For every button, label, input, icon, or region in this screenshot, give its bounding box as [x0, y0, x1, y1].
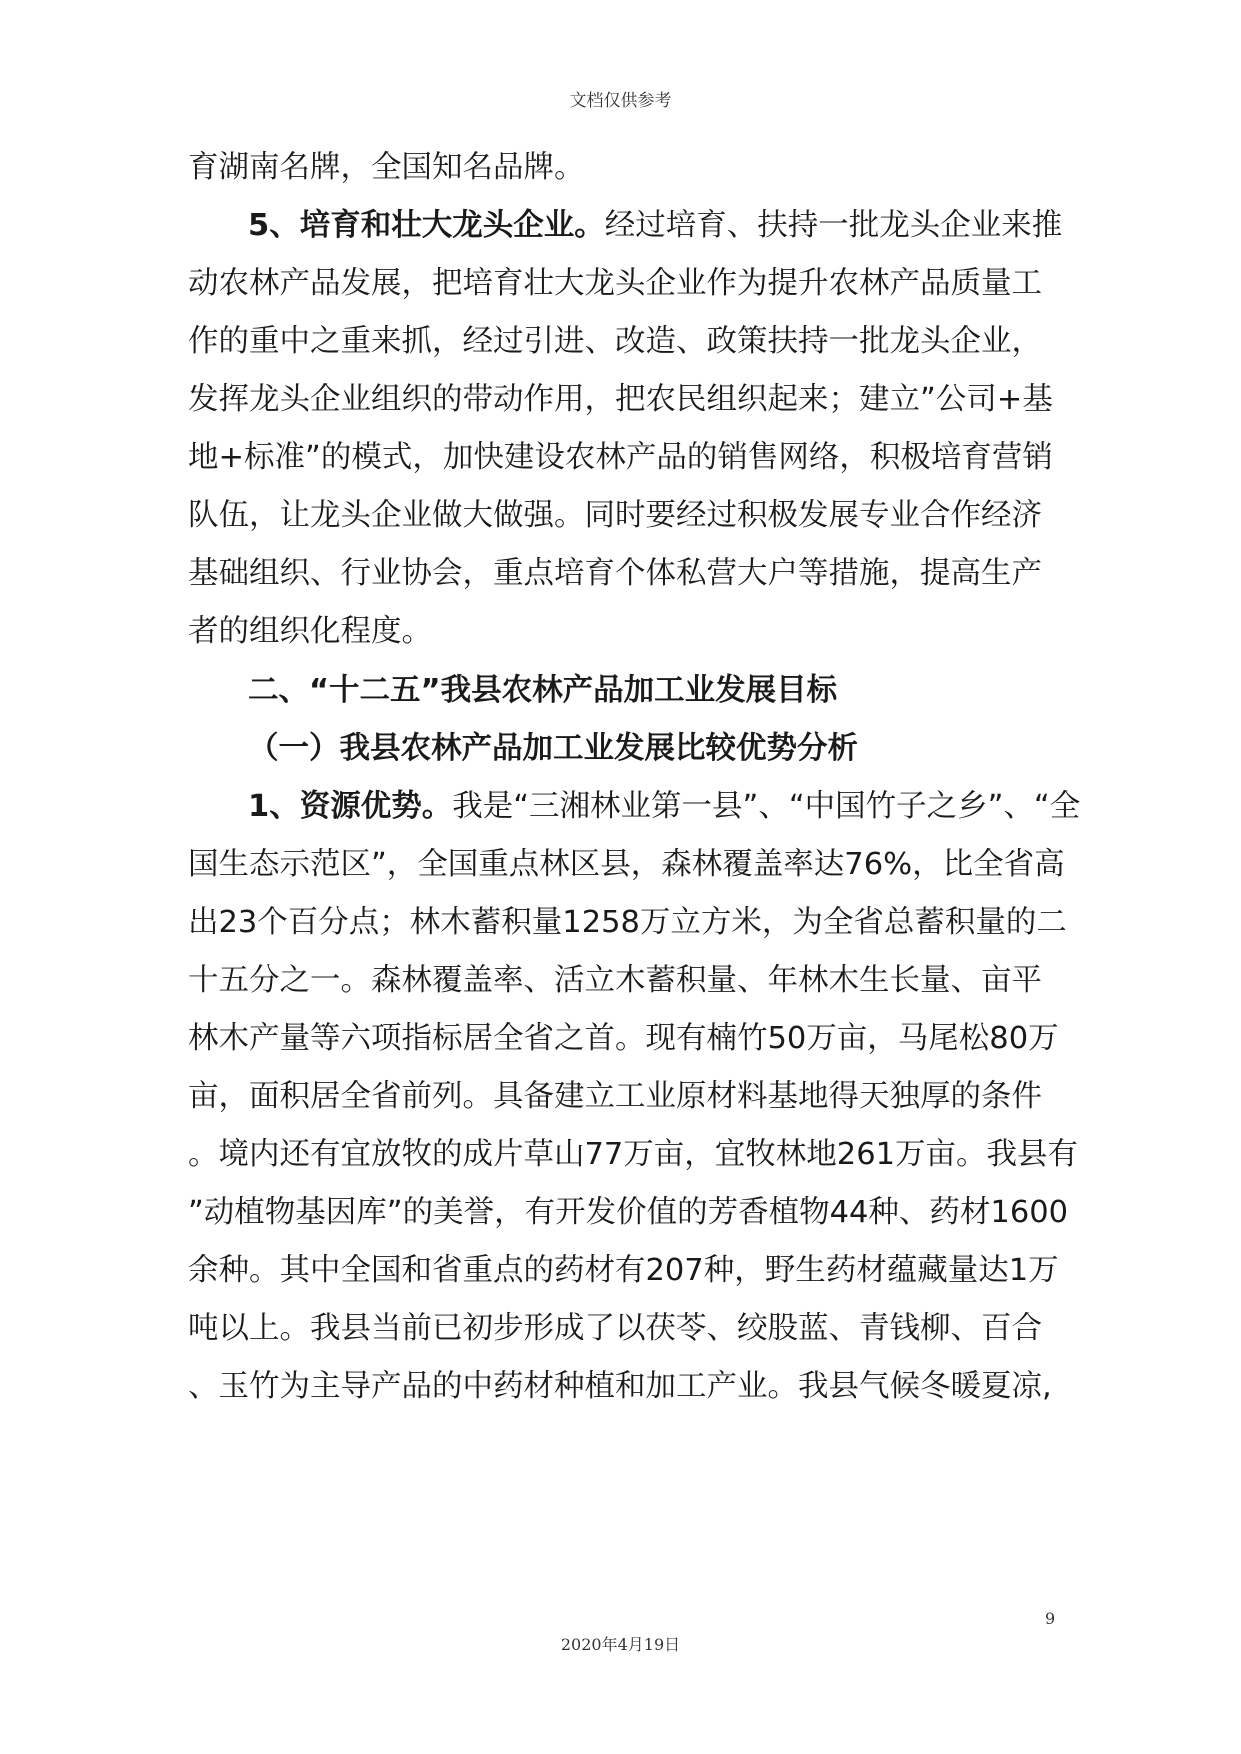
- paragraph-line: 国生态示范区”，全国重点林区县，森林覆盖率达76%，比全省高: [188, 847, 1065, 882]
- paragraph-line: [248, 206, 1062, 246]
- paragraph-line: 地+标准”的模式，加快建设农林产品的销售网络，积极培育营销: [188, 440, 1053, 475]
- paragraph-line: 作的重中之重来抓，经过引进、改造、政策扶持一批龙头企业，: [188, 324, 1042, 359]
- paragraph-line: 出23个百分点；林木蓄积量1258万立方米，为全省总蓄积量的二: [188, 905, 1067, 940]
- page-footer-date: 2020年4月19日: [560, 1635, 681, 1654]
- paragraph-line: 。境内还有宜放牧的成片草山77万亩，宜牧林地261万亩。我县有: [188, 1137, 1079, 1172]
- paragraph-text: 我是“三湘林业第一县”、“中国竹子之乡”、“全: [452, 789, 1081, 824]
- paragraph-line: 、玉竹为主导产品的中药材种植和加工产业。我县气候冬暖夏凉,: [188, 1369, 1052, 1404]
- paragraph-line: 育湖南名牌，全国知名品牌。: [188, 150, 585, 185]
- section-heading-inline: 1、资源优势。: [248, 789, 453, 824]
- paragraph-line: 十五分之一。森林覆盖率、活立木蓄积量、年林木生长量、亩平: [188, 963, 1042, 998]
- paragraph-line: 林木产量等六项指标居全省之首。现有楠竹50万亩，马尾松80万: [188, 1021, 1059, 1056]
- paragraph-line: 发挥龙头企业组织的带动作用，把农民组织起来；建立”公司+基: [188, 382, 1053, 417]
- page-number: 9: [1045, 1609, 1056, 1628]
- paragraph-line: 亩，面积居全省前列。具备建立工业原材料基地得天独厚的条件: [188, 1079, 1042, 1114]
- subsection-heading: （一）我县农林产品加工业发展比较优势分析: [248, 731, 858, 766]
- paragraph-line: ”动植物基因库”的美誉，有开发价值的芳香植物44种、药材1600: [188, 1195, 1069, 1230]
- paragraph-line: 动农林产品发展，把培育壮大龙头企业作为提升农林产品质量工: [188, 266, 1042, 301]
- paragraph-line: 基础组织、行业协会，重点培育个体私营大户等措施，提高生产: [188, 556, 1042, 591]
- paragraph-line: 队伍，让龙头企业做大做强。同时要经过积极发展专业合作经济: [188, 498, 1042, 533]
- page-header: 文档仅供参考: [569, 91, 672, 111]
- paragraph-text: 经过培育、扶持一批龙头企业来推: [604, 208, 1063, 243]
- section-heading-inline: 5、培育和壮大龙头企业。: [248, 208, 605, 243]
- paragraph-line: 者的组织化程度。: [188, 614, 432, 649]
- paragraph-line: 余种。其中全国和省重点的药材有207种，野生药材蕴藏量达1万: [188, 1253, 1059, 1288]
- section-heading: 二、“十二五”我县农林产品加工业发展目标: [248, 673, 838, 708]
- paragraph-line: 吨以上。我县当前已初步形成了以茯苓、绞股蓝、青钱柳、百合: [188, 1311, 1042, 1346]
- paragraph-line: [248, 787, 1080, 827]
